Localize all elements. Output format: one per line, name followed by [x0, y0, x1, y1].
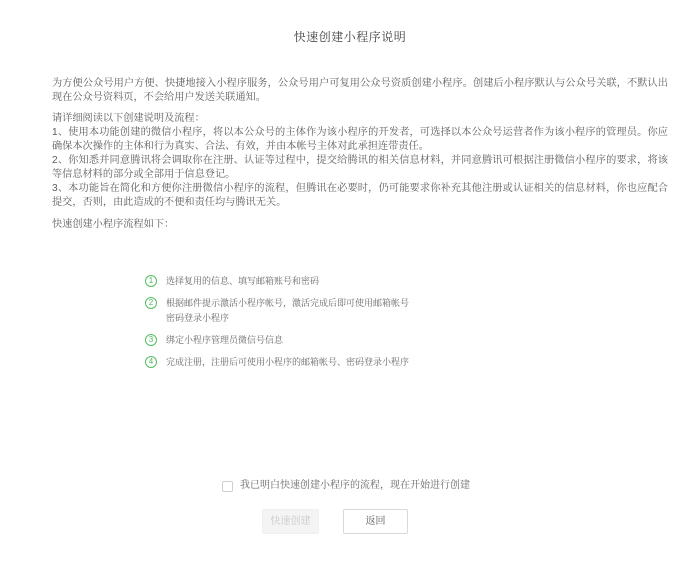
notice-item: 2、你知悉并同意腾讯将会调取你在注册、认证等过程中，提交给腾讯的相关信息材料，并同意腾讯可根据注册微信小程序的要求，将该等信息材料的部分或全部用于信息登记。	[52, 155, 668, 180]
back-button[interactable]: 返回	[343, 509, 408, 534]
page-title: 快速创建小程序说明	[293, 30, 407, 44]
step-number-badge: 3	[145, 334, 157, 346]
quick-create-button[interactable]: 快速创建	[262, 509, 319, 534]
notice-item: 3、本功能旨在简化和方便你注册微信小程序的流程，但腾讯在必要时，仍可能要求你补充其他注册或认证相关的信息材料，你也应配合提交，否则，由此造成的不便和责任均与腾讯无关。	[52, 183, 668, 208]
step-number-badge: 4	[145, 356, 157, 368]
instructions-content	[52, 77, 668, 232]
notice-heading: 请详细阅读以下创建说明及流程：	[52, 113, 205, 124]
agreement-label: 我已明白快速创建小程序的流程，现在开始进行创建	[240, 480, 470, 491]
notice-item: 1、使用本功能创建的微信小程序，将以本公众号的主体作为该小程序的开发者，可选择以本公众号运营者作为该小程序的管理员。你应确保本次操作的主体和行为真实、合法、有效，并由本帐号主体对此承担连带责任。	[52, 127, 668, 152]
step-text: 选择复用的信息、填写邮箱账号和密码	[166, 276, 320, 286]
step-text: 完成注册，注册后可使用小程序的邮箱帐号、密码登录小程序	[166, 357, 410, 367]
step-row	[145, 355, 465, 370]
step-row	[145, 274, 465, 289]
flow-heading: 快速创建小程序流程如下：	[52, 219, 175, 230]
action-buttons	[262, 509, 700, 534]
agreement-row[interactable]	[222, 479, 700, 493]
step-text: 绑定小程序管理员微信号信息	[166, 335, 284, 345]
step-row	[145, 296, 465, 326]
intro-paragraph: 为方便公众号用户方便、快捷地接入小程序服务，公众号用户可复用公众号资质创建小程序。创建后小程序默认与公众号关联，不默认出现在公众号资料页，不会给用户发送关联通知。	[52, 78, 668, 103]
step-text: 根据邮件提示激活小程序帐号，激活完成后即可使用邮箱帐号密码登录小程序	[166, 298, 410, 323]
step-row	[145, 333, 465, 348]
agreement-checkbox[interactable]	[222, 481, 233, 492]
steps-list	[145, 274, 465, 370]
step-number-badge: 2	[145, 297, 157, 309]
step-number-badge: 1	[145, 275, 157, 287]
